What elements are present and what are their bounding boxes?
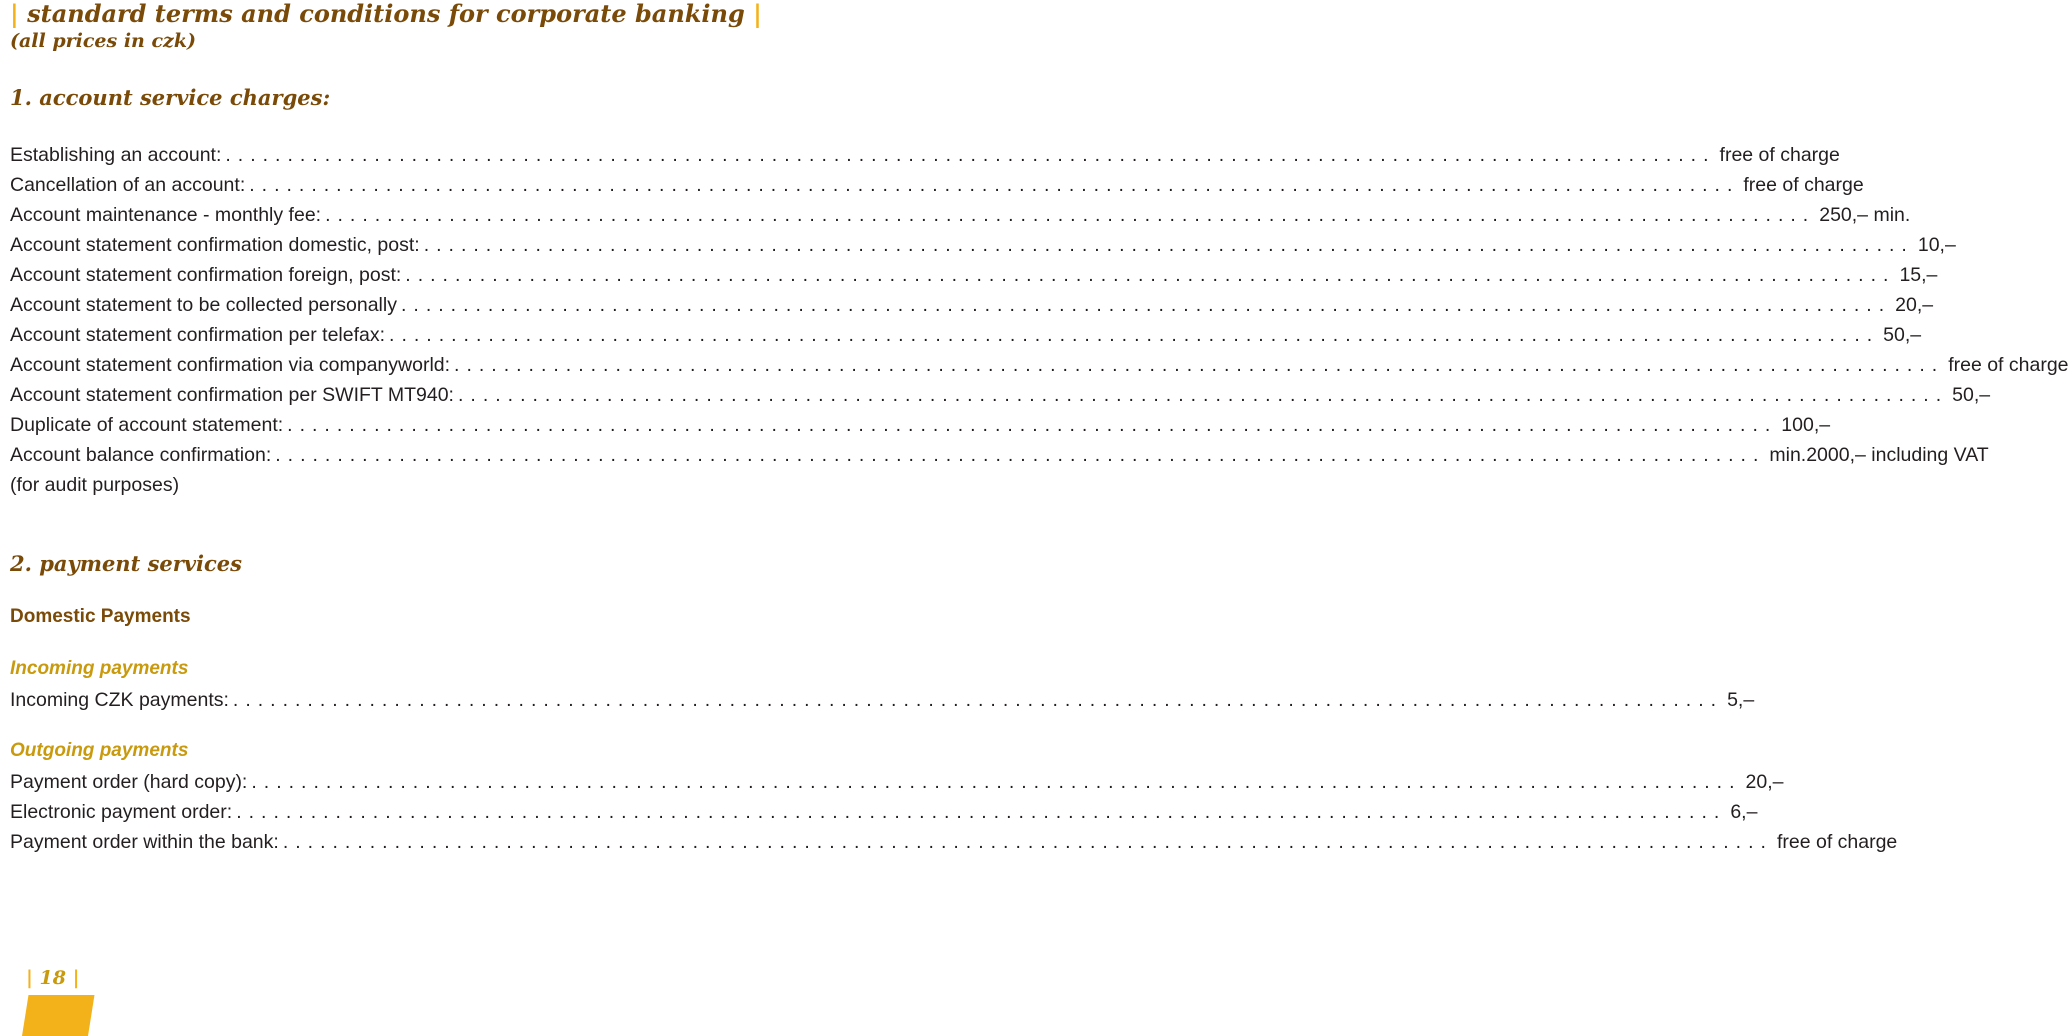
fee-row [10, 320, 1922, 350]
title-bar-left: | [10, 0, 19, 28]
fee-value: free of charge [1776, 831, 1898, 853]
fee-row [10, 797, 1758, 827]
fee-label: Account statement confirmation domestic, post: [10, 234, 420, 256]
fee-row [10, 290, 1934, 320]
dot-leader: ........................................................................................................................ [287, 414, 1778, 436]
document-subtitle: (all prices in czk) [10, 30, 196, 52]
dot-leader: ........................................................................................................................ [325, 204, 1816, 226]
dot-leader: ........................................................................................................................ [232, 689, 1724, 711]
page-bar-right: | [72, 967, 80, 989]
section-1-heading: 1. account service charges: [10, 85, 331, 110]
dot-leader: ........................................................................................................................ [457, 384, 1949, 406]
fee-note: (for audit purposes) [10, 474, 180, 496]
fee-value: 100,– [1781, 414, 1831, 436]
fee-value: 6,– [1730, 801, 1758, 823]
fee-label: Account statement to be collected personally [10, 294, 397, 316]
fee-label: Duplicate of account statement: [10, 414, 284, 436]
fee-label: Account balance confirmation: [10, 444, 272, 466]
title-text: standard terms and conditions for corporate banking [27, 0, 745, 28]
fee-row [10, 170, 1864, 200]
outgoing-payments-heading: Outgoing payments [10, 740, 189, 761]
fee-label: Account statement confirmation foreign, post: [10, 264, 402, 286]
fee-label: Account maintenance - monthly fee: [10, 204, 322, 226]
fee-label: Account statement confirmation via companyworld: [10, 354, 451, 376]
outgoing-rows [10, 767, 1898, 857]
fee-row [10, 440, 1989, 470]
fee-label: Payment order (hard copy): [10, 771, 248, 793]
fee-value: 50,– [1952, 384, 1991, 406]
fee-value: 50,– [1883, 324, 1922, 346]
section-2-heading: 2. payment services [10, 551, 242, 576]
fee-value: 5,– [1727, 689, 1755, 711]
fee-value: 20,– [1745, 771, 1784, 793]
dot-leader: ........................................................................................................................ [251, 771, 1742, 793]
fee-label: Establishing an account: [10, 144, 222, 166]
fee-row [10, 685, 1755, 715]
section-1-rows [10, 140, 2069, 500]
fee-label: Electronic payment order: [10, 801, 233, 823]
title-bar-right: | [753, 0, 762, 28]
dot-leader: ........................................................................................................................ [454, 354, 1945, 376]
incoming-payments-heading: Incoming payments [10, 658, 189, 679]
fee-label: Account statement confirmation per SWIFT MT940: [10, 384, 454, 406]
fee-row [10, 260, 1938, 290]
fee-row [10, 350, 2069, 380]
page-number [26, 964, 80, 992]
fee-label: Incoming CZK payments: [10, 689, 229, 711]
dot-leader: ........................................................................................................................ [400, 294, 1892, 316]
incoming-rows [10, 685, 1755, 715]
fee-row [10, 827, 1898, 857]
fee-label: Cancellation of an account: [10, 174, 246, 196]
dot-leader: ........................................................................................................................ [282, 831, 1773, 853]
fee-row [10, 767, 1784, 797]
dot-leader: ........................................................................................................................ [423, 234, 1914, 256]
fee-label: Account statement confirmation per telefax: [10, 324, 386, 346]
dot-leader: ........................................................................................................................ [249, 174, 1740, 196]
fee-row [10, 200, 1911, 230]
fee-row [10, 140, 1840, 170]
dot-leader: ........................................................................................................................ [236, 801, 1727, 823]
document-title [10, 0, 762, 28]
fee-row [10, 410, 1831, 440]
dot-leader: ........................................................................................................................ [405, 264, 1896, 286]
dot-leader: ........................................................................................................................ [389, 324, 1880, 346]
fee-value: 250,– min. [1819, 204, 1911, 226]
fee-value: free of charge [1743, 174, 1864, 196]
fee-value: 10,– [1917, 234, 1956, 256]
fee-value: free of charge [1948, 354, 2069, 376]
page-bar-left: | [26, 967, 33, 989]
fee-row [10, 380, 1991, 410]
fee-label: Payment order within the bank: [10, 831, 279, 853]
dot-leader: ........................................................................................................................ [225, 144, 1716, 166]
fee-row [10, 230, 1956, 260]
fee-value: min.2000,– including VAT [1769, 444, 1989, 466]
page-number-value: 18 [39, 967, 66, 989]
fee-value: 20,– [1895, 294, 1934, 316]
dot-leader: ........................................................................................................................ [275, 444, 1766, 466]
fee-value: 15,– [1899, 264, 1938, 286]
fee-value: free of charge [1719, 144, 1840, 166]
domestic-payments-heading: Domestic Payments [10, 606, 191, 627]
page-tab-marker [22, 995, 94, 1036]
